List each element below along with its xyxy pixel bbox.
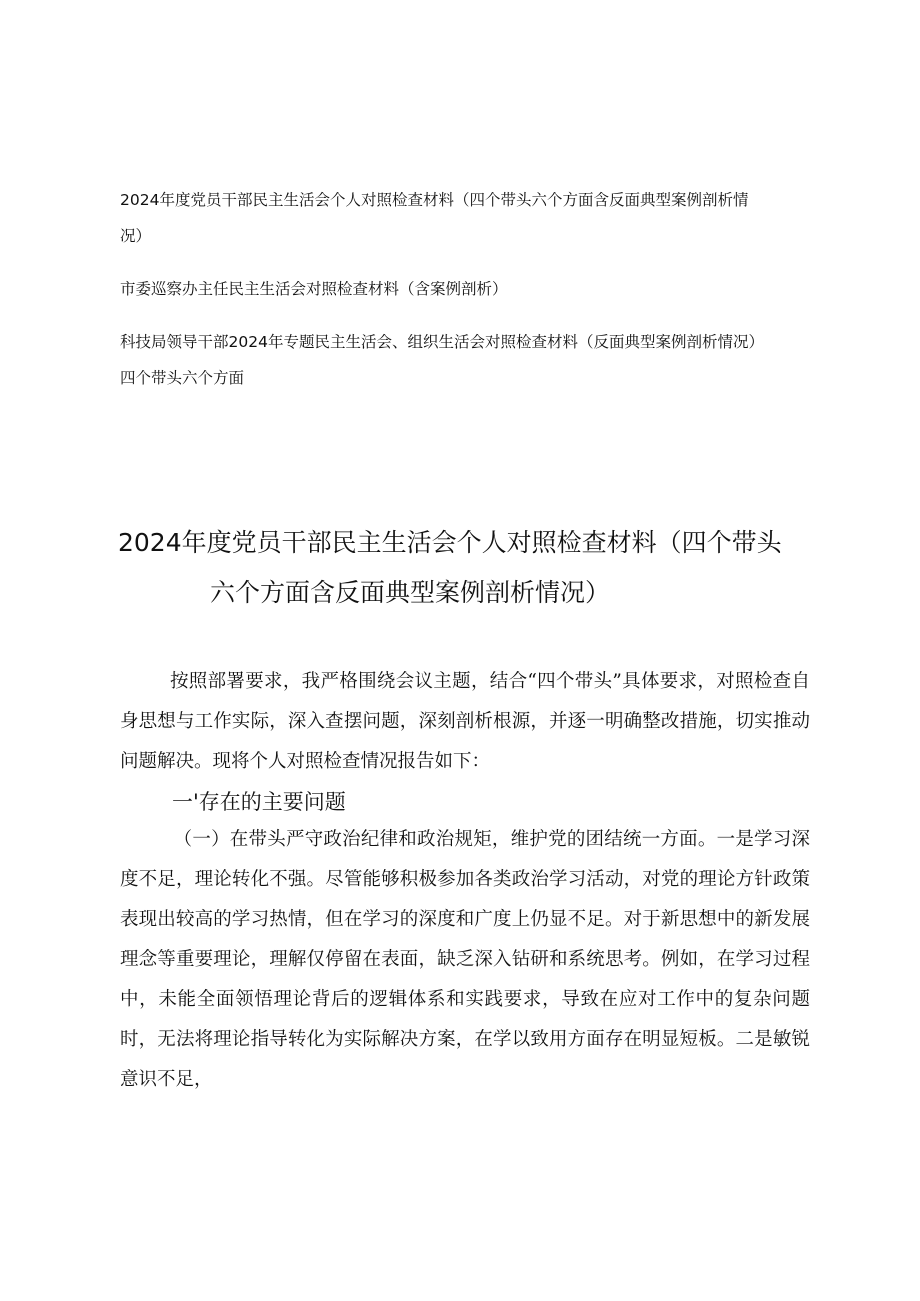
intro-paragraph: 按照部署要求，我严格围绕会议主题，结合“四个带头”具体要求，对照检查自身思想与工作实际，深入查摆问题，深刻剖析根源，并逐一明确整改措施，切实推动问题解决。现将个人对照检查情况报告如下：	[120, 671, 810, 772]
table-of-contents	[120, 182, 760, 413]
toc-entry[interactable]: 科技局领导干部2024年专题民主生活会、组织生活会对照检查材料（反面典型案例剖析情况）四个带头六个方面	[120, 333, 757, 387]
document-title-line-2: 六个方面含反面典型案例剖析情况）	[210, 578, 611, 607]
document-title-line-1: 2024年度党员干部民主生活会个人对照检查材料（四个带头	[118, 528, 782, 557]
document-body	[120, 662, 810, 1100]
section-heading: 一'存在的主要问题	[172, 790, 346, 814]
subsection-paragraph: （一）在带头严守政治纪律和政治规矩，维护党的团结统一方面。一是学习深度不足，理论转化不强。尽管能够积极参加各类政治学习活动，对党的理论方针政策表现出较高的学习热情，但在学习的深度和广度上仍显不足。对于新思想中的新发展理念等重要理论，理解仅停留在表面，缺乏深入钻研和系统思考。例如，在学习过程中，未能全面领悟理论背后的逻辑体系和实践要求，导致在应对工作中的复杂问题时，无法将理论指导转化为实际解决方案，在学以致用方面存在明显短板。二是敏锐意识不足，	[120, 829, 810, 1090]
toc-entry[interactable]: 2024年度党员干部民主生活会个人对照检查材料（四个带头六个方面含反面典型案例剖析情况）	[120, 191, 749, 245]
toc-entry[interactable]: 市委巡察办主任民主生活会对照检查材料（含案例剖析）	[120, 280, 508, 298]
document-title	[118, 518, 818, 618]
